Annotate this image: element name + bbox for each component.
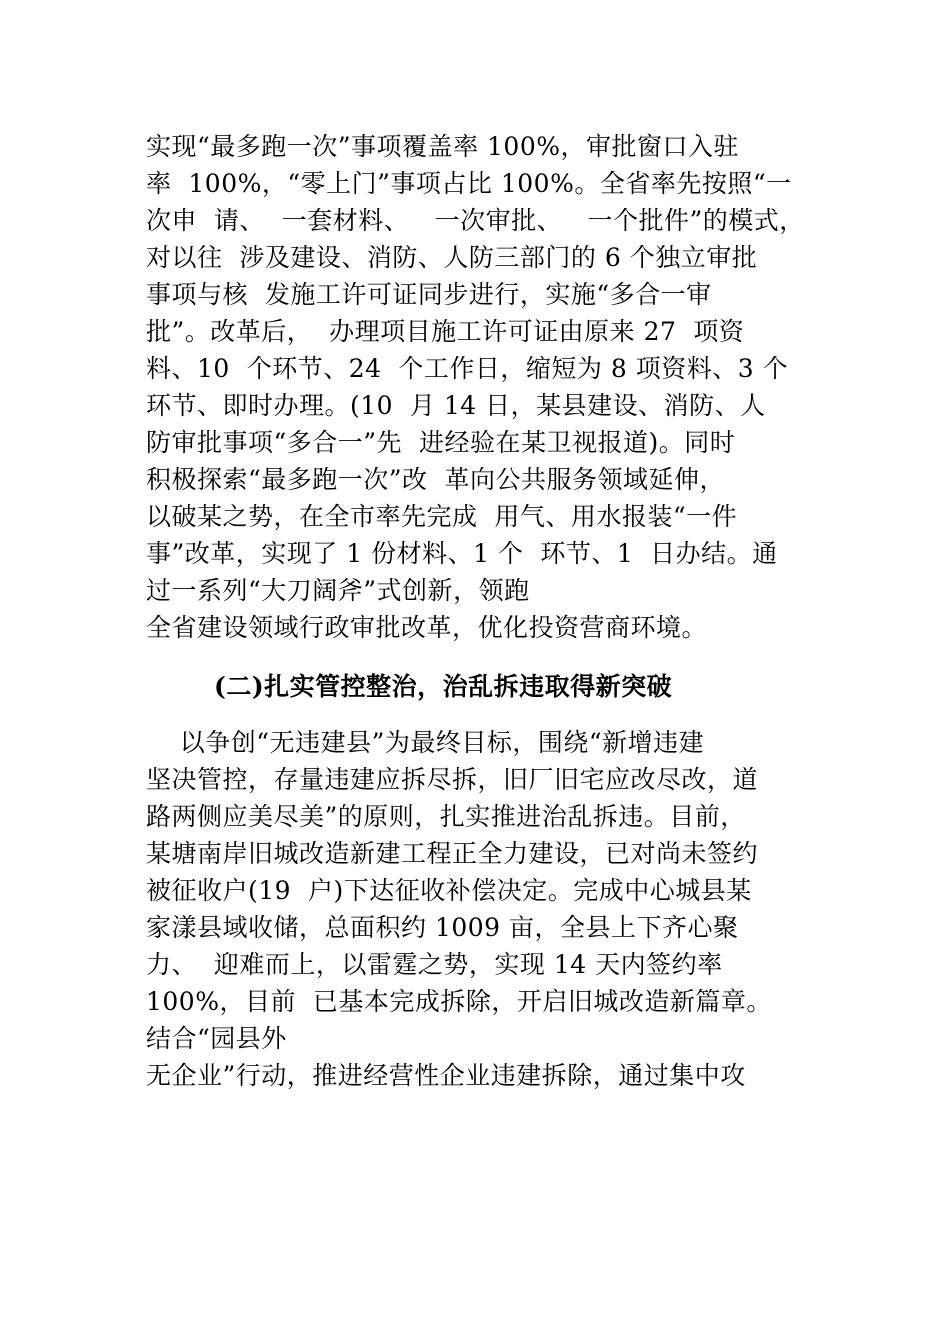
text-line: 100%，目前 已基本完成拆除，开启旧城改造新篇章。: [146, 987, 772, 1016]
text-line: 家漾县域收储，总面积约 1009 亩，全县上下齐心聚: [146, 913, 739, 942]
text-line: 无企业”行动，推进经营性企业违建拆除，通过集中攻: [146, 1061, 746, 1090]
text-line: 积极探索“最多跑一次”改 革向公共服务领域延伸，: [146, 465, 725, 494]
text-line: 环节、即时办理。(10 月 14 日，某县建设、消防、人: [146, 391, 766, 420]
text-line: 防审批事项“多合一”先 进经验在某卫视报道)。同时: [146, 428, 736, 457]
text-line: 结合“园县外: [146, 1024, 287, 1053]
text-line: 实现“最多跑一次”事项覆盖率 100%，审批窗口入驻: [146, 132, 739, 161]
text-line: 率 100%，“零上门”事项占比 100%。全省率先按照“一: [146, 169, 792, 198]
text-line: 全省建设领域行政审批改革，优化投资营商环境。: [146, 613, 708, 642]
text-line: 次申 请、 一套材料、 一次审批、 一个批件”的模式，: [146, 206, 805, 235]
text-line: 事项与核 发施工许可证同步进行，实施“多合一审: [146, 280, 712, 309]
text-line: 料、10 个环节、24 个工作日，缩短为 8 项资料、3 个: [146, 354, 789, 383]
text-line: 事”改革，实现了 1 份材料、1 个 环节、1 日办结。通: [146, 539, 778, 568]
text-line: 以争创“无违建县”为最终目标，围绕“新增违建: [146, 728, 705, 757]
text-line: 批”。改革后， 办理项目施工许可证由原来 27 项资: [146, 317, 745, 346]
text-line: 某塘南岸旧城改造新建工程正全力建设，已对尚未签约: [146, 839, 759, 868]
text-line: 以破某之势，在全市率先完成 用气、用水报装“一件: [146, 502, 738, 531]
text-line: 路两侧应美尽美”的原则，扎实推进治乱拆违。目前，: [146, 802, 746, 831]
text-line: 对以往 涉及建设、消防、人防三部门的 6 个独立审批: [146, 243, 758, 272]
text-line: 被征收户(19 户)下达征收补偿决定。完成中心城县某: [146, 876, 752, 905]
text-line: 力、 迎难而上，以雷霆之势，实现 14 天内签约率: [146, 950, 723, 979]
text-line: 坚决管控，存量违建应拆尽拆，旧厂旧宅应改尽改，道: [146, 765, 759, 794]
section-heading: (二)扎实管控整治，治乱拆违取得新突破: [214, 672, 673, 701]
text-line: 过一系列“大刀阔斧”式创新，领跑: [146, 576, 530, 605]
